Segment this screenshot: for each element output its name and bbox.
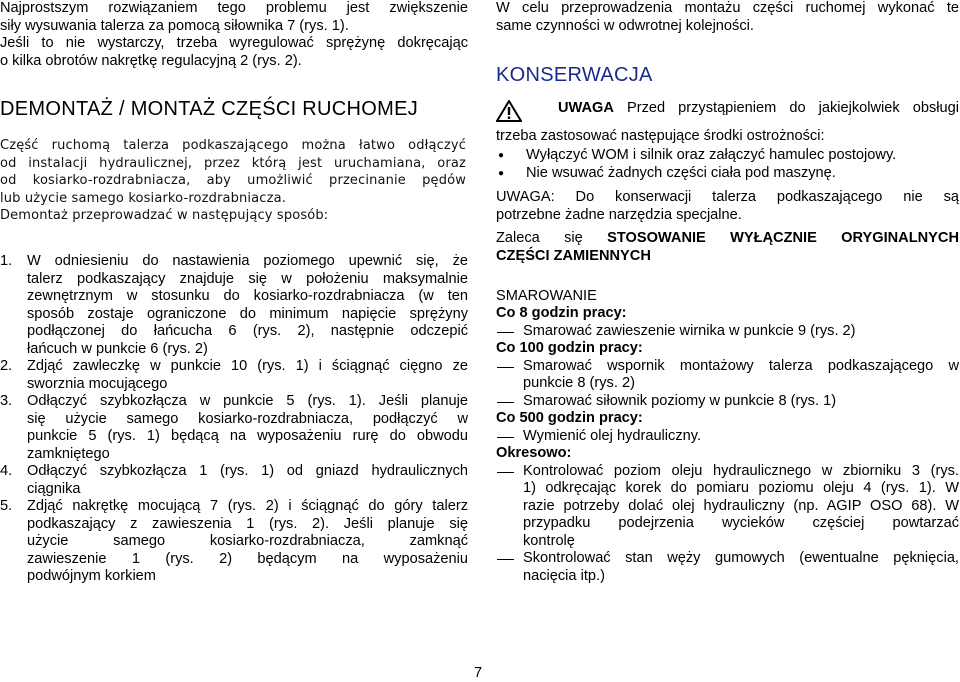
step-number: 1. (0, 253, 13, 269)
text-line: Zdjąć nakrętkę mocującą 7 (rys. 2) i ściągnąć do góry talerz (27, 498, 468, 514)
text-line: od kosiarko-rozdrabniacza, aby umożliwić przecinanie pędów (0, 173, 466, 188)
step-text (27, 498, 468, 586)
bullet-text: Nie wsuwać żadnych części ciała pod maszynę. (526, 164, 836, 181)
warning-triangle-icon (496, 100, 558, 128)
text-line: łańcuch w punkcie 6 (rys. 2) (27, 340, 208, 357)
text-line: siły wysuwania talerza za pomocą siłownika 7 (rys. 1). (0, 17, 349, 34)
text-line: UWAGA: Do konserwacji talerza podkaszającego nie są (496, 189, 959, 205)
list-item (496, 165, 959, 183)
list-item (496, 550, 959, 585)
left-intro (0, 0, 468, 70)
interval-label: Co 8 godzin pracy: (496, 305, 627, 321)
list-item (0, 498, 468, 586)
text-line: lub użycie samego kosiarko-rozdrabniacza. (0, 190, 286, 206)
step-text (27, 253, 468, 271)
step-text (27, 358, 468, 393)
item-text (523, 463, 959, 551)
list-item (0, 253, 468, 271)
step-text (27, 463, 468, 498)
text-line: od instalacji hydraulicznej, przez którą jest uruchamiana, oraz (0, 155, 466, 171)
step-continuation (0, 271, 468, 359)
text-line: Kontrolować poziom oleju hydraulicznego w zbiorniku 3 (rys. (523, 462, 959, 479)
demontaz-body (0, 137, 466, 225)
text-line: użycie samego kosiarko-rozdrabniacza, zamknąć (27, 533, 468, 549)
dash-icon (496, 463, 523, 551)
item-text (523, 323, 959, 341)
text-line: sposób zostaje ograniczone do minimum napięcie sprężyny (27, 305, 468, 322)
item-text (523, 550, 959, 585)
list-item (496, 358, 959, 393)
interval-label: Okresowo: (496, 445, 572, 461)
text-line: zawieszenie 1 (rys. 2) będącym na wyposażeniu (27, 550, 468, 567)
text-line: potrzebne żadne narzędzia specjalne. (496, 206, 742, 223)
text-line: W odniesieniu do nastawienia poziomego upewnić się, że (27, 253, 468, 269)
precaution-list (496, 147, 959, 182)
list-item (496, 323, 959, 341)
warning-block (496, 100, 959, 145)
text-line: podwójnym korkiem (27, 568, 156, 584)
text-line: o kilka obrotów nakrętkę regulacyjną 2 (rys. 2). (0, 52, 302, 69)
text-line: Odłączyć szybkozłącza w punkcie 5 (rys. 1). Jeśli planuje (27, 393, 468, 409)
text-line: Odłączyć szybkozłącza 1 (rys. 1) od gniazd hydraulicznych (27, 463, 468, 479)
lubrication-schedule (496, 305, 959, 585)
step-number: 3. (0, 393, 13, 409)
list-item (496, 147, 959, 165)
text-line: podłączonej do łańcucha 6 (rys. 2), następnie odczepić (27, 323, 468, 339)
step-number: 5. (0, 498, 13, 514)
warning-text (558, 100, 959, 118)
section-title-konserwacja: KONSERWACJA (496, 64, 653, 86)
list-item (0, 358, 468, 393)
interval-label: Co 100 godzin pracy: (496, 340, 643, 356)
dash-icon (496, 323, 523, 341)
text-line: same czynności w odwrotnej kolejności. (496, 17, 754, 34)
list-item (0, 393, 468, 463)
text-line: kontrolę (523, 532, 575, 549)
interval-label: Co 500 godzin pracy: (496, 410, 643, 426)
item-text (523, 393, 959, 411)
section-title-demontaz: DEMONTAŻ / MONTAŻ CZĘŚCI RUCHOMEJ (0, 98, 419, 120)
dash-icon (496, 550, 523, 585)
text-line: Najprostszym rozwiązaniem tego problemu jest zwiększenie (0, 0, 468, 16)
lubrication-title: SMAROWANIE (496, 288, 597, 304)
text-line: podkaszający z zawieszenia 1 (rys. 2). Jeśli planuje się (27, 515, 468, 532)
dash-icon (496, 358, 523, 393)
bullet-icon: ● (498, 150, 505, 161)
item-text (523, 358, 959, 393)
text-line: talerz podkaszający znajduje się w położeniu maksymalnie (27, 270, 468, 287)
text-line: punkcie 5 (rys. 1) będącą na wyposażeniu rurę do obwodu (27, 428, 468, 444)
list-item (496, 428, 959, 446)
text-line: Skontrolować stan węży gumowych (ewentualne pęknięcia, (523, 550, 959, 566)
dash-icon (496, 393, 523, 411)
warning-label: UWAGA (558, 100, 614, 116)
recommend-prefix: Zaleca się (496, 230, 608, 246)
text-line: się użycie samego kosiarko-rozdrabniacza, podłączyć w (27, 410, 468, 427)
text-line: sworznia mocującego (27, 375, 168, 392)
steps-list (0, 253, 468, 586)
text-line: przypadku podejrzenia wycieków częściej powtarzać (523, 515, 959, 531)
text-line: zewnętrznym w stosunku do kosiarko-rozdrabniacza (w ten (27, 288, 468, 304)
text-line: Smarować siłownik poziomy w punkcie 8 (rys. 1) (523, 392, 837, 409)
dash-icon (496, 428, 523, 446)
text-line: Wymienić olej hydrauliczny. (523, 427, 702, 444)
list-item (0, 463, 468, 498)
warning-line (496, 100, 959, 128)
text-line: Demontaż przeprowadzać w następujący sposób: (0, 208, 329, 223)
text-line: Część ruchomą talerza podkaszającego można łatwo odłączyć (0, 138, 466, 153)
step-text (27, 393, 468, 463)
bullet-text: Wyłączyć WOM i silnik oraz załączyć hamulec postojowy. (526, 147, 897, 163)
text-line: Smarować zawieszenie wirnika w punkcie 9 (rys. 2) (523, 322, 856, 339)
recommend-line (496, 230, 959, 248)
recommend-bold-line2: CZĘŚCI ZAMIENNYCH (496, 247, 651, 264)
text-line: razie potrzeby dolać olej hydrauliczny (np. AGIP OSO 68). W (523, 497, 959, 514)
text-line: Jeśli to nie wystarczy, trzeba wyregulować sprężynę dokręcając (0, 35, 468, 51)
list-item (496, 393, 959, 411)
right-intro (496, 0, 959, 35)
text-line: W celu przeprowadzenia montażu części ruchomej wykonać te (496, 0, 959, 16)
text-line: nacięcia itp.) (523, 567, 605, 584)
text-line: zamkniętego (27, 445, 110, 462)
step-number: 4. (0, 463, 13, 479)
text-line: Smarować wspornik montażowy talerza podkaszającego w (523, 357, 959, 374)
list-item (496, 463, 959, 551)
recommend-block (496, 230, 959, 265)
page-number: 7 (474, 665, 483, 681)
recommend-bold: STOSOWANIE WYŁĄCZNIE ORYGINALNYCH (607, 230, 959, 246)
warning-text-rest: Przed przystąpieniem do jakiejkolwiek obsługi (613, 100, 959, 116)
bullet-icon: ● (498, 167, 505, 179)
text-line: Zdjąć zawleczkę w punkcie 10 (rys. 1) i ściągnąć cięgno ze (27, 358, 468, 374)
text-line: 1) odkręcając korek do pomiaru poziomu oleju 4 (rys. 1). W (523, 480, 959, 496)
text-line: ciągnika (27, 480, 81, 497)
item-text (523, 428, 959, 446)
text-line: punkcie 8 (rys. 2) (523, 375, 635, 391)
note-block (496, 189, 959, 224)
text-line: trzeba zastosować następujące środki ostrożności: (496, 127, 825, 144)
step-number: 2. (0, 358, 13, 374)
